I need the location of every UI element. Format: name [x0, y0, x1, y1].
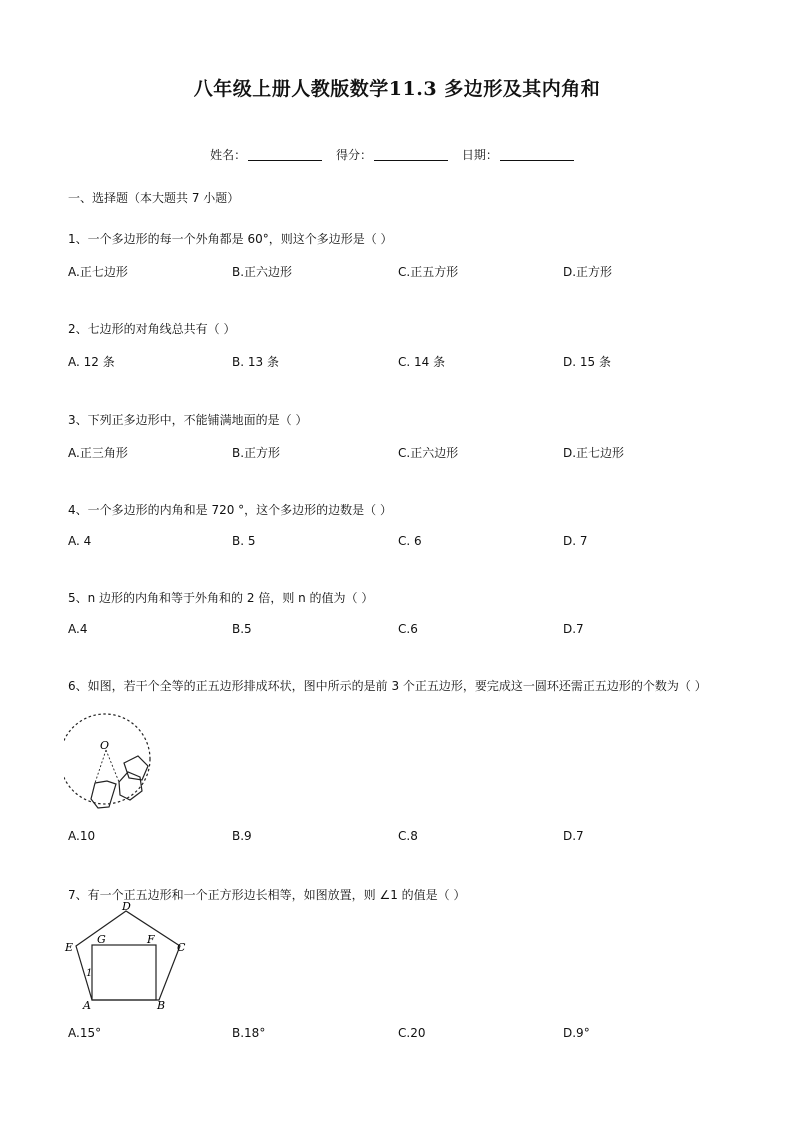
question-5-option-b: B.5 — [232, 622, 252, 636]
label-a: A — [83, 999, 91, 1012]
name-label: 姓名： — [210, 148, 247, 162]
question-1-option-c: C.正五方形 — [398, 265, 459, 279]
question-5-option-d: D.7 — [563, 622, 584, 636]
label-d: D — [122, 900, 131, 913]
date-label: 日期： — [461, 148, 498, 162]
pentagon-3 — [124, 756, 148, 780]
angle-1-label: 1 — [86, 968, 93, 979]
question-3-option-b: B.正方形 — [232, 446, 281, 460]
question-2-option-a: A. 12 条 — [68, 355, 115, 369]
question-7-option-b: B.18° — [232, 1026, 266, 1040]
label-b: B — [157, 999, 166, 1012]
question-7-option-a: A.15° — [68, 1026, 102, 1040]
student-info-line — [0, 146, 794, 163]
dashed-radius-2 — [106, 750, 119, 782]
question-5-option-a: A.4 — [68, 622, 88, 636]
pentagon-square-figure — [62, 898, 192, 1012]
label-e: E — [65, 941, 74, 954]
question-6-option-a: A.10 — [68, 829, 96, 843]
question-2-option-b: B. 13 条 — [232, 355, 279, 369]
center-label-o: O — [100, 739, 110, 752]
question-2-text: 2、七边形的对角线总共有（ ） — [68, 322, 236, 336]
page-title: 八年级上册人教版数学11.3 多边形及其内角和 — [193, 78, 601, 100]
question-1-option-d: D.正方形 — [563, 265, 613, 279]
dashed-radius-1 — [95, 750, 106, 783]
question-3-option-c: C.正六边形 — [398, 446, 459, 460]
question-1-text: 1、一个多边形的每一个外角都是 60°，则这个多边形是（ ） — [68, 232, 393, 246]
label-f: F — [147, 933, 155, 946]
question-4-option-b: B. 5 — [232, 534, 256, 548]
question-2-option-d: D. 15 条 — [563, 355, 611, 369]
question-4-option-a: A. 4 — [68, 534, 92, 548]
score-label: 得分： — [335, 148, 372, 162]
question-6-option-b: B.9 — [232, 829, 252, 843]
score-blank[interactable] — [374, 148, 448, 161]
label-c: C — [177, 941, 186, 954]
pentagon-2 — [119, 772, 142, 800]
pentagon-ring-figure — [64, 712, 156, 812]
question-7-text: 7、有一个正五边形和一个正方形边长相等，如图放置，则 ∠1 的值是（ ） — [68, 888, 466, 902]
section-title: 一、选择题（本大题共 7 小题） — [68, 191, 240, 205]
question-4-option-c: C. 6 — [398, 534, 422, 548]
square — [92, 945, 156, 1000]
question-1-option-b: B.正六边形 — [232, 265, 293, 279]
question-3-text: 3、下列正多边形中，不能铺满地面的是（ ） — [68, 413, 308, 427]
question-7-option-c: C.20 — [398, 1026, 426, 1040]
question-6-option-c: C.8 — [398, 829, 418, 843]
question-5-text: 5、n 边形的内角和等于外角和的 2 倍，则 n 的值为（ ） — [68, 591, 374, 605]
date-blank[interactable] — [500, 148, 574, 161]
question-4-text: 4、一个多边形的内角和是 720 °，这个多边形的边数是（ ） — [68, 503, 392, 517]
question-6-option-d: D.7 — [563, 829, 584, 843]
question-3-option-d: D.正七边形 — [563, 446, 625, 460]
question-4-option-d: D. 7 — [563, 534, 588, 548]
name-blank[interactable] — [248, 148, 322, 161]
label-g: G — [97, 933, 106, 946]
dashed-circle — [64, 714, 150, 804]
question-2-option-c: C. 14 条 — [398, 355, 446, 369]
question-1-option-a: A.正七边形 — [68, 265, 128, 279]
question-5-option-c: C.6 — [398, 622, 418, 636]
question-6-text: 6、如图，若干个全等的正五边形排成环状，图中所示的是前 3 个正五边形，要完成这一圆环还需正五边形的个数为（ ） — [68, 679, 707, 693]
question-3-option-a: A.正三角形 — [68, 446, 128, 460]
question-7-option-d: D.9° — [563, 1026, 590, 1040]
